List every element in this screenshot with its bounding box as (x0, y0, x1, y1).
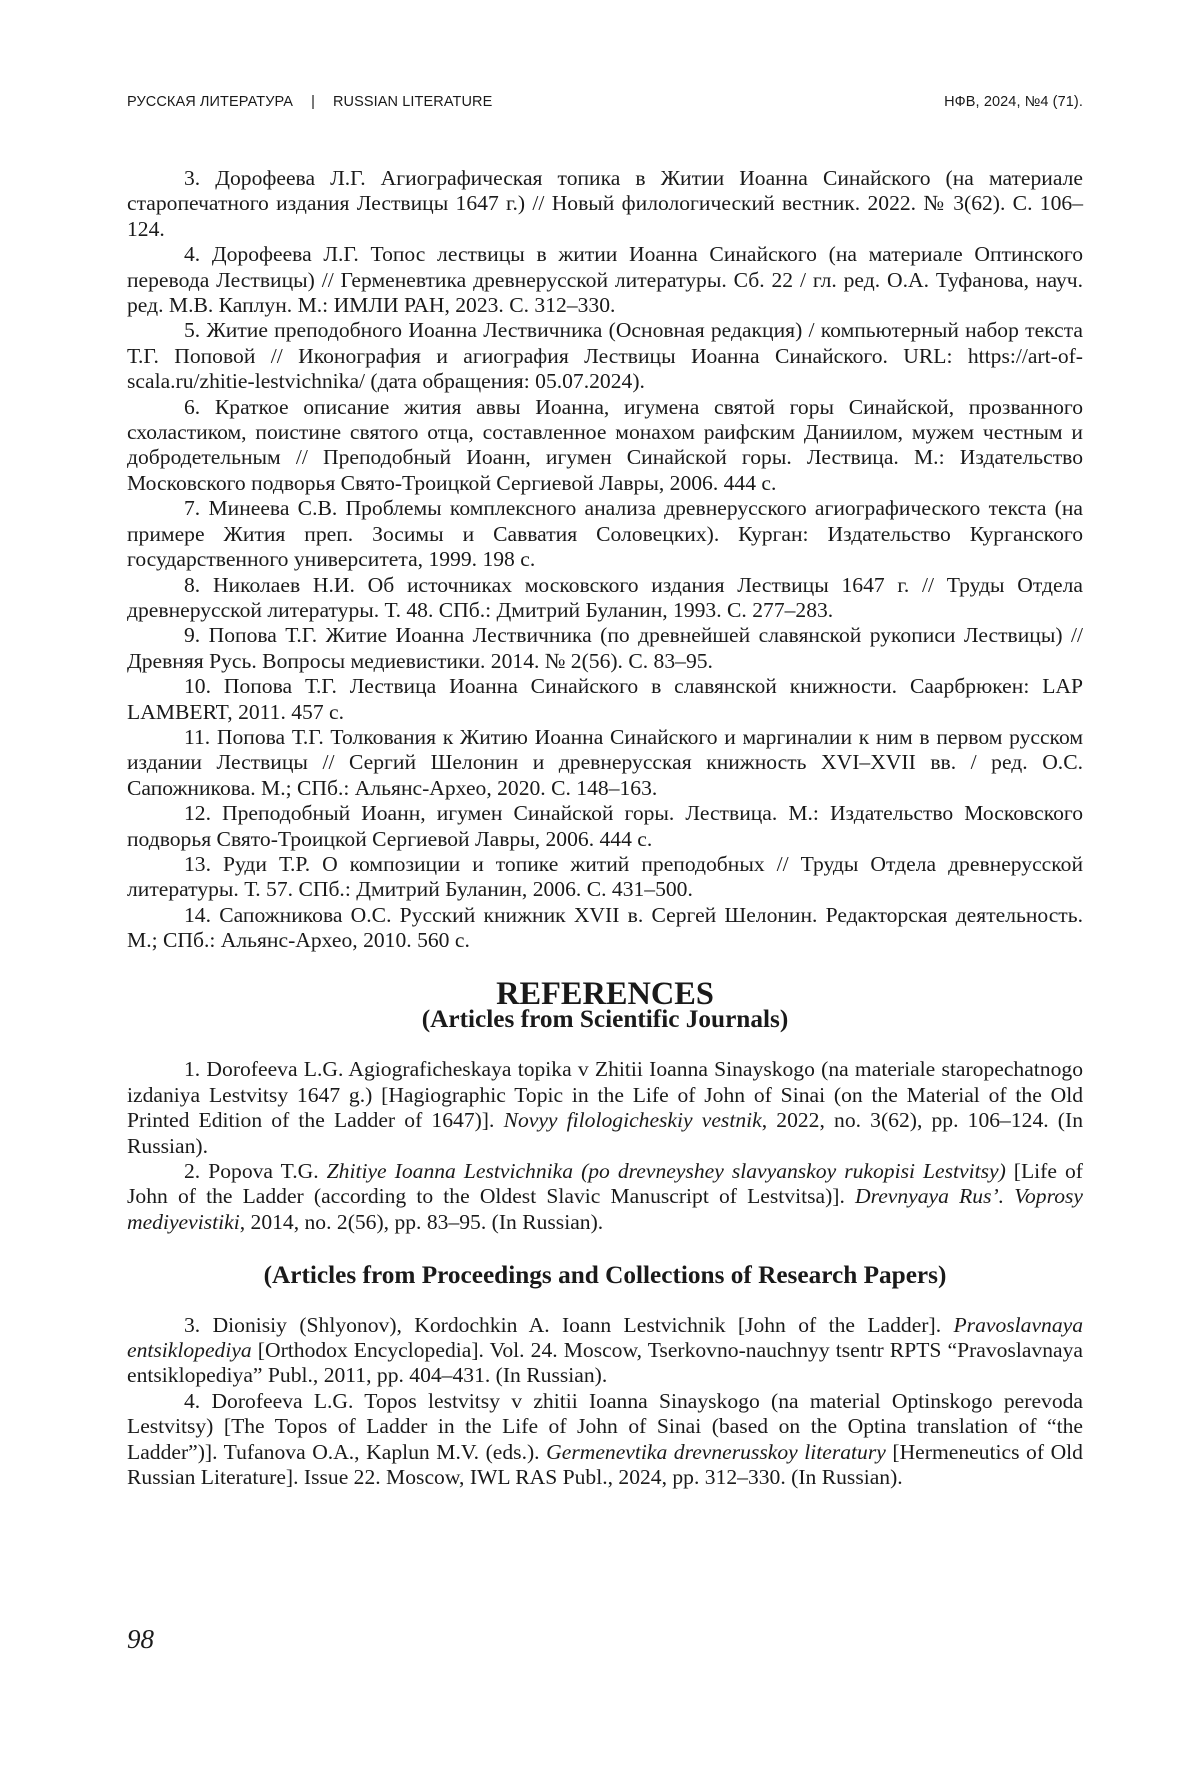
proceedings-subheading: (Articles from Proceedings and Collections of Research Papers) (263, 1261, 947, 1290)
reference-item: 10. Попова Т.Г. Лествица Иоанна Синайского в славянской книжности. Саарбрюкен: LAP LAMBERT, 2011. 457 с. (127, 674, 1083, 724)
issue-info: НФВ, 2024, №4 (71). (944, 94, 1083, 110)
reference-item: 9. Попова Т.Г. Житие Иоанна Лествичника (по древнейшей славянской рукописи Лествицы) // Древняя Русь. Вопросы медиевистики. 2014. № 2(56). С. 83–95. (127, 623, 1083, 673)
journal-name: Drevnyaya Rus’. Voprosy mediyevistiki (127, 1184, 1083, 1234)
references-heading: REFERENCES (496, 975, 714, 1012)
reference-item: 2. Popova T.G. Zhitiye Ioanna Lestvichnika (po drevneyshey slavyanskoy rukopisi Lestvitsy) [Life of John of the Ladder (according to the Oldest Slavic Manuscript of Lestvitsa)]. Drevnyaya Rus’. Voprosy mediyevistiki, 2014, no. 2(56), pp. 83–95. (In Russian). (127, 1159, 1083, 1234)
reference-item: 4. Дорофеева Л.Г. Топос лествицы в житии Иоанна Синайского (на материале Оптинского перевода Лествицы) // Герменевтика древнерусской литературы. Сб. 22 / гл. ред. О.А. Туфанова, науч. ред. М.В. Каплун. М.: ИМЛИ РАН, 2023. С. 312–330. (127, 242, 1083, 318)
running-head-separator: | (311, 94, 315, 110)
running-head (127, 94, 1083, 116)
book-title: Zhitiye Ioanna Lestvichnika (po drevneyshey slavyanskoy rukopisi Lestvitsy) (326, 1159, 1006, 1184)
reference-item: 13. Руди Т.Р. О композиции и топике житий преподобных // Труды Отдела древнерусской литературы. Т. 57. СПб.: Дмитрий Буланин, 2006. С. 431–500. (127, 851, 1083, 902)
reference-item: 4. Dorofeeva L.G. Topos lestvitsy v zhitii Ioanna Sinayskogo (na material Optinskogo perevoda Lestvitsy) [The Topos of Ladder in the Life of John of Sinai (based on the Optina translation of “the Ladder”)]. Tufanova O.A., Kaplun M.V. (eds.). Germenevtika drevnerusskoy literatury [Hermeneutics of Old Russian Literature]. Issue 22. Moscow, IWL RAS Publ., 2024, pp. 312–330. (In Russian). (127, 1388, 1083, 1490)
proceedings-references-list (127, 1313, 1083, 1491)
reference-item: 3. Дорофеева Л.Г. Агиографическая топика в Житии Иоанна Синайского (на материале старопечатного издания Лествицы 1647 г.) // Новый филологический вестник. 2022. № 3(62). С. 106–124. (127, 166, 1083, 241)
journal-name: Novyy filologicheskiy vestnik (503, 1108, 762, 1133)
reference-item: 8. Николаев Н.И. Об источниках московского издания Лествицы 1647 г. // Труды Отдела древнерусской литературы. Т. 48. СПб.: Дмитрий Буланин, 1993. С. 277–283. (127, 572, 1083, 622)
reference-item: 11. Попова Т.Г. Толкования к Житию Иоанна Синайского и маргиналии к ним в первом русском издании Лествицы // Сергий Шелонин и древнерусская книжность XVI–XVII вв. / ред. О.С. Сапожникова. М.; СПб.: Альянс-Архео, 2020. С. 148–163. (127, 724, 1083, 800)
page-number: 98 (127, 1624, 154, 1654)
page-body (127, 166, 1083, 1491)
reference-item: 12. Преподобный Иоанн, игумен Синайской горы. Лествица. М.: Издательство Московского подворья Свято-Троицкой Сергиевой Лавры, 2006. 444 с. (127, 801, 1083, 851)
running-head-left (127, 94, 492, 110)
reference-item: 14. Сапожникова О.С. Русский книжник XVII в. Сергей Шелонин. Редакторская деятельность. М.; СПб.: Альянс-Архео, 2010. 560 с. (127, 902, 1083, 953)
publication-title: Germenevtika drevnerusskoy literatury (546, 1439, 886, 1464)
reference-item: 1. Dorofeeva L.G. Agiograficheskaya topika v Zhitii Ioanna Sinayskogo (na materiale staropechatnogo izdaniya Lestvitsy 1647 g.) [Hagiographic Topic in the Life of John of Sinai (on the Material of the Old Printed Edition of the Ladder of 1647)]. Novyy filologicheskiy vestnik, 2022, no. 3(62), pp. 106–124. (In Russian). (127, 1057, 1083, 1158)
journal-page (127, 0, 1083, 1784)
journal-references-list (127, 1057, 1083, 1235)
reference-item: 3. Dionisiy (Shlyonov), Kordochkin A. Ioann Lestvichnik [John of the Ladder]. Pravoslavnaya entsiklopediya [Orthodox Encyclopedia]. Vol. 24. Moscow, Tserkovno-nauchnyy tsentr RPTS “Pravoslavnaya entsiklopediya” Publ., 2011, pp. 404–431. (In Russian). (127, 1312, 1083, 1388)
reference-item: 5. Житие преподобного Иоанна Лествичника (Основная редакция) / компьютерный набор текста Т.Г. Поповой // Иконография и агиография Лествицы Иоанна Синайского. URL: https://art-of-scala.ru/zhitie-lestvichnika/ (дата обращения: 05.07.2024). (127, 318, 1083, 394)
publication-title: Pravoslavnaya entsiklopediya (127, 1312, 1083, 1363)
literature-list (127, 166, 1083, 954)
journal-title-en: RUSSIAN LITERATURE (332, 94, 493, 110)
journals-subheading: (Articles from Scientific Journals) (421, 1005, 789, 1033)
journal-title-ru: РУССКАЯ ЛИТЕРАТУРА (127, 94, 294, 110)
reference-item: 6. Краткое описание жития аввы Иоанна, игумена святой горы Синайской, прозванного схоластиком, поистине святого отца, составленное монахом раифским Даниилом, мужем честным и добродетельным // Преподобный Иоанн, игумен Синайской горы. Лествица. М.: Издательство Московского подворья Свято-Троицкой Сергиевой Лавры, 2006. 444 с. (127, 394, 1083, 495)
reference-item: 7. Минеева С.В. Проблемы комплексного анализа древнерусского агиографического текста (на примере Жития преп. Зосимы и Савватия Соловецких). Курган: Издательство Курганского государственного университета, 1999. 198 с. (127, 496, 1083, 572)
